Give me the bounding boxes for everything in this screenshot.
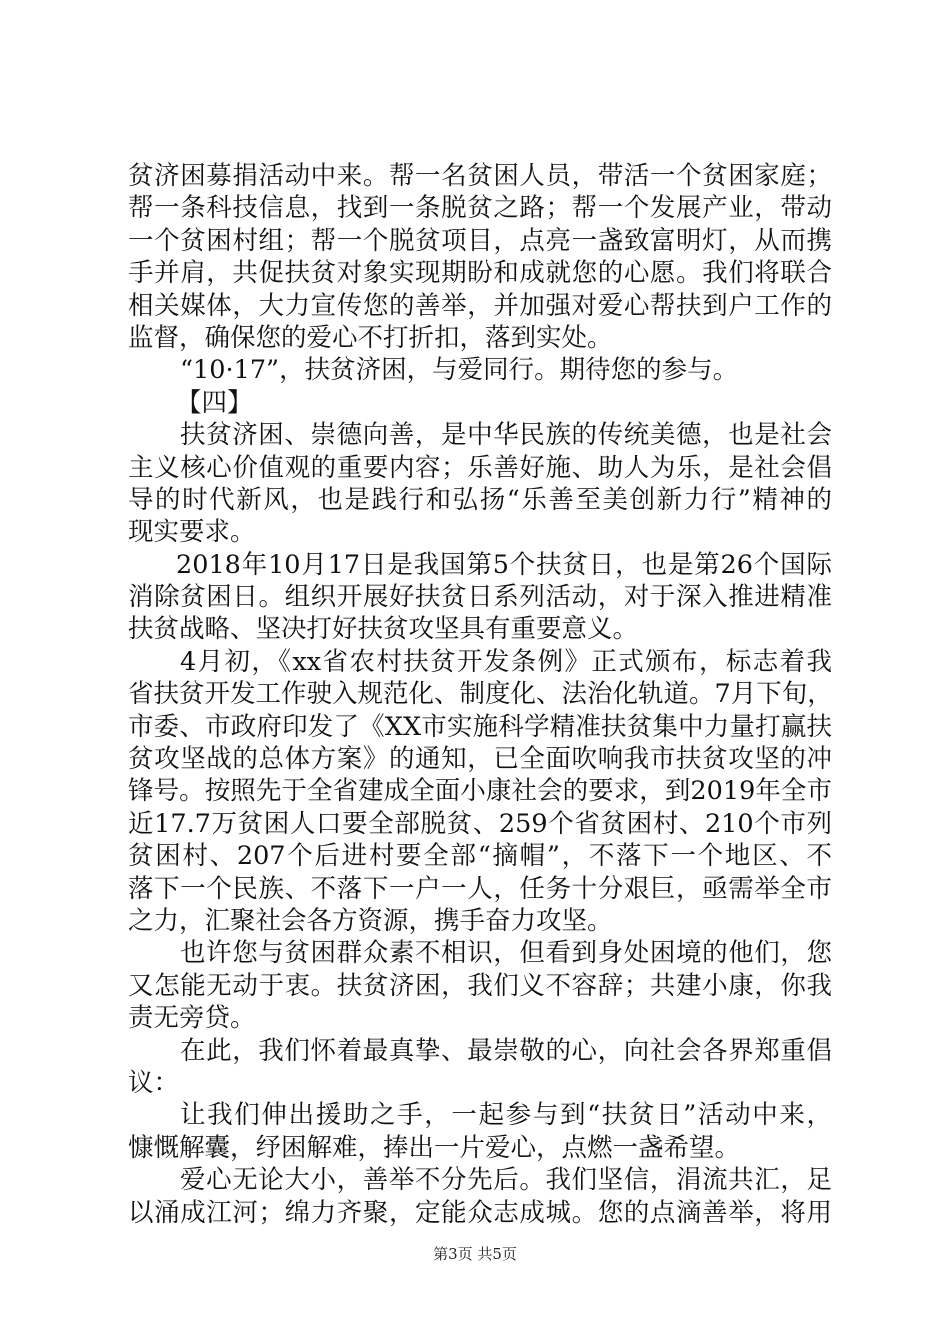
text-line: 落下一个民族、不落下一户一人，任务十分艰巨，亟需举全市 xyxy=(128,873,832,904)
text-line: 慷慨解囊，纾困解难，捧出一片爱心，点燃一盏希望。 xyxy=(128,1132,741,1163)
text-line: 扶贫济困、崇德向善，是中华民族的传统美德，也是社会 xyxy=(180,420,832,451)
text-line: 让我们伸出援助之手，一起参与到“扶贫日”活动中来， xyxy=(180,1100,832,1131)
text-line: 2018年10月17日是我国第5个扶贫日，也是第26个国际 xyxy=(176,549,832,580)
text-line: 又怎能无动于衷。扶贫济困，我们义不容辞；共建小康，你我 xyxy=(128,970,832,1001)
text-line: 之力，汇聚社会各方资源，携手奋力攻坚。 xyxy=(128,905,613,936)
text-line: 议： xyxy=(128,1067,180,1098)
text-line: 近17.7万贫困人口要全部脱贫、259个省贫困村、210个市列 xyxy=(128,808,832,839)
text-line: 监督，确保您的爱心不打折扣，落到实处。 xyxy=(128,322,613,353)
page-number: 第3页 共5页 xyxy=(433,1245,517,1263)
document-body xyxy=(128,160,832,1229)
text-line: 以涌成江河；绵力齐聚，定能众志成城。您的点滴善举，将用 xyxy=(128,1197,832,1228)
text-line: 消除贫困日。组织开展好扶贫日系列活动，对于深入推进精准 xyxy=(128,582,832,613)
text-line: 相关媒体，大力宣传您的善举，并加强对爱心帮扶到户工作的 xyxy=(128,290,832,321)
page-footer xyxy=(0,1243,950,1264)
text-line: 爱心无论大小，善举不分先后。我们坚信，涓流共汇，足 xyxy=(180,1165,832,1196)
text-line: 手并肩，共促扶贫对象实现期盼和成就您的心愿。我们将联合 xyxy=(128,258,832,289)
text-line: 责无旁贷。 xyxy=(128,1003,256,1034)
text-line: 【四】 xyxy=(176,387,253,418)
text-line: 导的时代新风，也是践行和弘扬“乐善至美创新力行”精神的 xyxy=(128,484,832,515)
text-line: 也许您与贫困群众素不相识，但看到身处困境的他们，您 xyxy=(180,938,832,969)
text-line: 4月初，《xx省农村扶贫开发条例》正式颁布，标志着我 xyxy=(180,646,832,677)
text-line: 现实要求。 xyxy=(128,517,256,548)
text-line: 省扶贫开发工作驶入规范化、制度化、法治化轨道。7月下旬， xyxy=(128,679,833,710)
text-line: 贫济困募捐活动中来。帮一名贫困人员，带活一个贫困家庭； xyxy=(128,161,832,191)
text-line: 扶贫战略、坚决打好扶贫攻坚具有重要意义。 xyxy=(128,614,639,645)
text-line: 贫困村、207个后进村要全部“摘帽”，不落下一个地区、不 xyxy=(128,841,832,872)
text-line: 贫攻坚战的总体方案》的通知，已全面吹响我市扶贫攻坚的冲 xyxy=(128,744,832,775)
text-line: 帮一条科技信息，找到一条脱贫之路；帮一个发展产业，带动 xyxy=(128,193,832,224)
text-line: “10·17”，扶贫济困，与爱同行。期待您的参与。 xyxy=(180,355,739,386)
text-line: 一个贫困村组；帮一个脱贫项目，点亮一盏致富明灯，从而携 xyxy=(128,225,832,256)
text-line: 锋号。按照先于全省建成全面小康社会的要求，到2019年全市 xyxy=(128,776,832,807)
text-line: 在此，我们怀着最真挚、最崇敬的心，向社会各界郑重倡 xyxy=(180,1035,832,1066)
text-line: 主义核心价值观的重要内容；乐善好施、助人为乐，是社会倡 xyxy=(128,452,832,483)
text-line: 市委、市政府印发了《XX市实施科学精准扶贫集中力量打赢扶 xyxy=(128,711,832,742)
